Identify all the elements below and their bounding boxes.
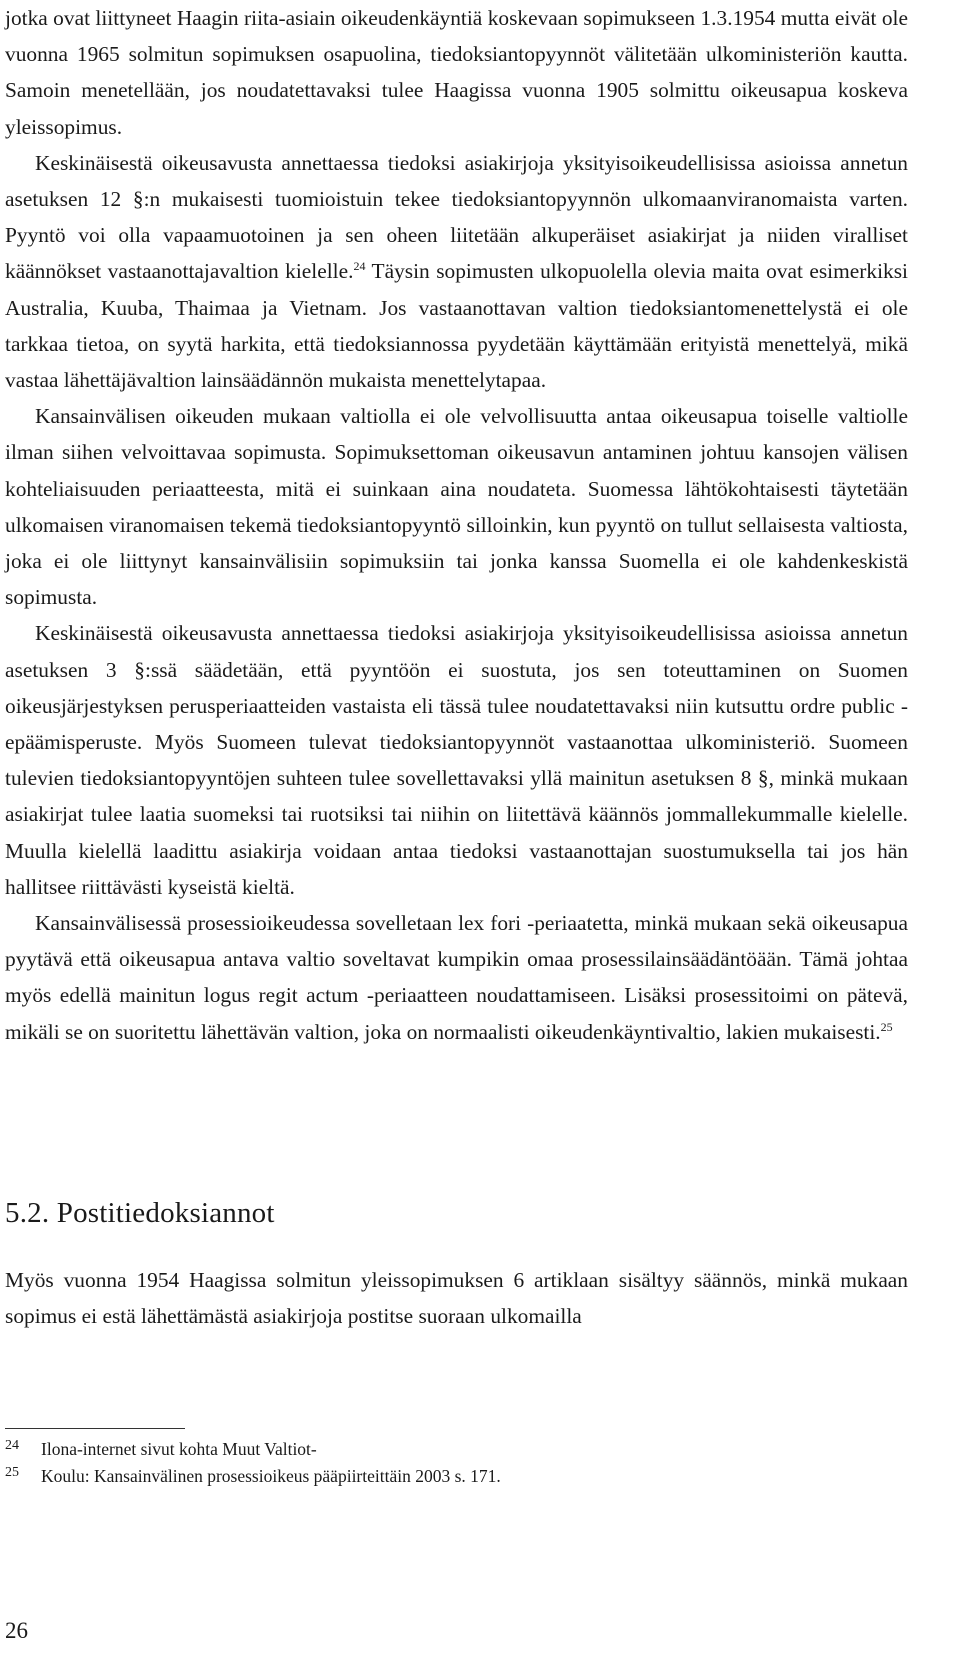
paragraph: Kansainvälisen oikeuden mukaan valtiolla ei ole velvollisuutta antaa oikeusapua toiselle valtiolle ilman siihen velvoittavaa sopimusta. Sopimuksettoman oikeusavun antaminen johtuu kansojen välisen kohteliaisuuden periaatteesta, mitä ei suinkaan aina noudateta. Suomessa lähtökohtaisesti täytetään ulkomaisen viranomaisen tekemä tiedoksiantopyyntö silloinkin, kun pyyntö on tullut sellaisesta valtiosta, joka ei ole liittynyt kansainvälisiin sopimuksiin tai jonka kanssa Suomella ei ole kahdenkeskistä sopimusta.	[5, 404, 908, 610]
paragraph: jotka ovat liittyneet Haagin riita-asiain oikeudenkäyntiä koskevaan sopimukseen 1.3.1954 mutta eivät ole vuonna 1965 solmitun sopimuksen osapuolina, tiedoksiantopyynnöt välitetään ulkoministeriön kautta. Samoin menetellään, jos noudatettavaksi tulee Haagissa vuonna 1905 solmittu oikeusapua koskeva yleissopimus.	[5, 6, 908, 139]
footnote-divider	[5, 1428, 185, 1429]
paragraph: Keskinäisestä oikeusavusta annettaessa tiedoksi asiakirjoja yksityisoikeudellisissa asioissa annetun asetuksen 3 §:ssä säädetään, että pyyntöön ei suostuta, jos sen toteuttaminen on Suomen oikeusjärjestyksen perusperiaatteiden vastaista eli tässä tulee noudatettavaksi niin kutsuttu ordre public -epäämisperuste. Myös Suomeen tulevat tiedoksiantopyynnöt vastaanottaa ulkoministeriö. Suomeen tulevien tiedoksiantopyyntöjen suhteen tulee sovellettavaksi yllä mainitun asetuksen 8 §, minkä mukaan asiakirjat tulee laatia suomeksi tai ruotsiksi tai niihin on liitettävä käännös jommallekummalle kielelle. Muulla kielellä laadittu asiakirja voidaan antaa tiedoksi vastaanottajan suostumuksella tai jos hän hallitsee riittävästi kyseistä kieltä.	[5, 621, 908, 899]
section-paragraph: Myös vuonna 1954 Haagissa solmitun yleissopimuksen 6 artiklaan sisältyy säännös, minkä mukaan sopimus ei estä lähettämästä asiakirjoja postitse suoraan ulkomailla	[5, 1268, 908, 1329]
footnote-number: 25	[5, 1465, 19, 1480]
footnote-number: 24	[5, 1438, 19, 1453]
section-heading: 5.2. Postitiedoksiannot	[5, 1197, 275, 1229]
paragraph: Keskinäisestä oikeusavusta annettaessa tiedoksi asiakirjoja yksityisoikeudellisissa asioissa annetun asetuksen 12 §:n mukaisesti tuomioistuin tekee tiedoksiantopyynnön ulkomaanviranomaista varten. Pyyntö voi olla vapaamuotoinen ja sen oheen liitetään alkuperäiset asiakirjat ja niiden viralliset käännökset vastaanottajavaltion kielelle.$^{24}$ Täysin sopimusten ulkopuolella olevia maita ovat esimerkiksi Australia, Kuuba, Thaimaa ja Vietnam. Jos vastaanottavan valtion tiedoksiantomenettelystä ei ole tarkkaa tietoa, on syytä harkita, että tiedoksiannossa pyydetään käyttämään erityistä menettelyä, mikä vastaa lähettäjävaltion lainsäädännön mukaista menettelytapaa.	[5, 150, 908, 393]
paragraph: Kansainvälisessä prosessioikeudessa sovelletaan lex fori -periaatetta, minkä mukaan sekä oikeusapua pyytävä että oikeusapua antava valtio soveltavat kumpikin omaa prosessilainsäädäntöään. Tämä johtaa myös edellä mainitun logus regit actum -periaatteen noudattamiseen. Lisäksi prosessitoimi on pätevä, mikäli se on suoritettu lähettävän valtion, joka on normaalisti oikeudenkäyntivaltio, lakien mukaisesti.$^{25}$	[5, 911, 908, 1044]
footnote	[5, 1463, 908, 1490]
footnote-ref: 25	[880, 1019, 893, 1034]
page-number: 26	[5, 1618, 28, 1643]
footnotes	[5, 1436, 908, 1490]
footnote-text: Koulu: Kansainvälinen prosessioikeus pääpiirteittäin 2003 s. 171.	[41, 1466, 501, 1486]
footnote	[5, 1436, 908, 1463]
footnote-text: Ilona-internet sivut kohta Muut Valtiot-	[41, 1439, 317, 1459]
footnote-ref: 24	[353, 259, 366, 274]
body-text	[5, 0, 908, 1050]
